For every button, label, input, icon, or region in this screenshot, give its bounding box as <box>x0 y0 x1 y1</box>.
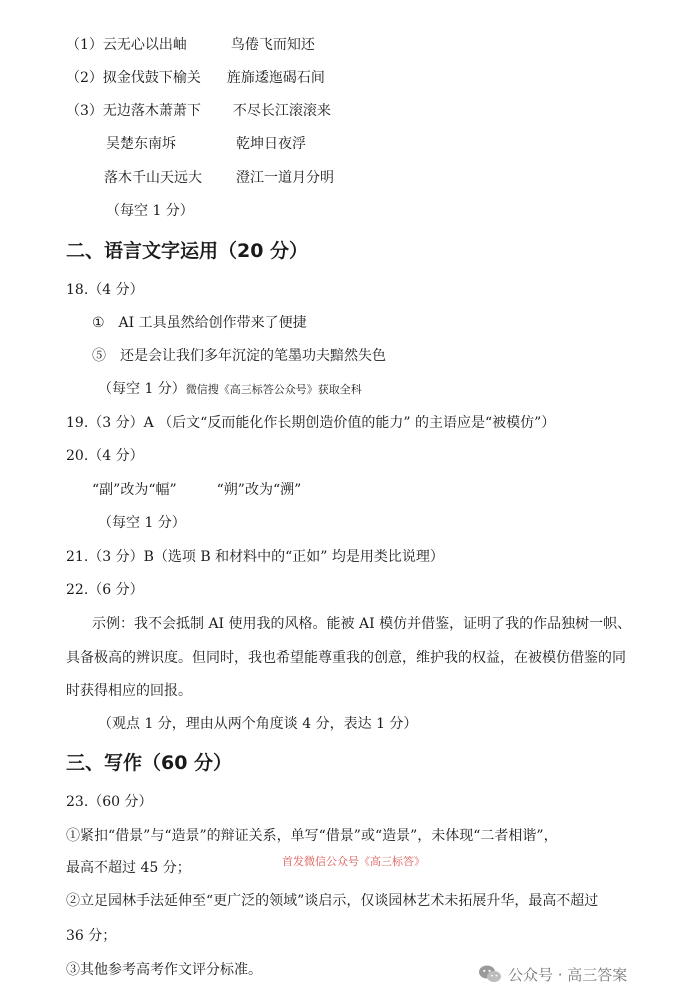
question-number: （2） <box>66 70 103 86</box>
poem-answer: 落木千山天远大 <box>104 170 202 186</box>
correction-1: “副”改为“幅” <box>92 482 177 498</box>
question-number: （3） <box>66 103 103 119</box>
watermark-text: 首发微信公众号《高三标答》 <box>282 855 425 868</box>
poem-answer: 吴楚东南坼 <box>106 136 176 152</box>
criteria-line: ②立足园林手法延伸至“更广泛的领域”谈启示，仅谈园林艺术未拓展升华，最高不超过 <box>66 893 599 909</box>
answer-line: 21.（3 分）B（选项 B 和材料中的“正如” 均是用类比说理） <box>66 549 444 565</box>
paragraph-line: 时获得相应的回报。 <box>66 683 192 699</box>
poem-answer: 无边落木萧萧下 <box>102 103 201 119</box>
section-heading: 二、语言文字运用（20 分） <box>66 240 309 262</box>
poem-answer: 不尽长江滚滚来 <box>232 103 331 119</box>
poem-answer: 云无心以出岫 <box>102 37 187 53</box>
score-note-with-watermark <box>98 379 362 400</box>
score-note: （每空 1 分） <box>98 381 186 397</box>
section-heading: 三、写作（60 分） <box>66 752 233 774</box>
question-label: 18.（4 分） <box>66 282 144 298</box>
paragraph-line: 具备极高的辨识度。但同时，我也希望能尊重我的创意，维护我的权益，在被模仿借鉴的同 <box>66 650 626 666</box>
poem-line-1 <box>66 35 315 55</box>
wechat-icon <box>478 964 502 984</box>
poem-answer: 鸟倦飞而知还 <box>230 37 315 53</box>
criteria-line: ③其他参考高考作文评分标准。 <box>66 962 262 978</box>
poem-line-3 <box>66 101 331 121</box>
paragraph-line: 示例：我不会抵制 AI 使用我的风格。能被 AI 模仿并借鉴，证明了我的作品独树一帜、 <box>92 616 632 632</box>
poem-line-2 <box>66 68 325 88</box>
poem-line-4 <box>106 134 306 154</box>
footer-watermark <box>478 962 627 986</box>
criteria-line: 36 分； <box>66 928 117 944</box>
answer-line <box>92 480 301 500</box>
answer-item: ① AI 工具虽然给创作带来了便捷 <box>92 315 307 331</box>
answer-line: 19.（3 分）A （后文“反而能化作长期创造价值的能力” 的主语应是“被模仿”） <box>66 415 556 431</box>
poem-line-5 <box>104 168 334 188</box>
question-number: （1） <box>66 37 103 53</box>
criteria-line: ①紧扣“借景”与“造景”的辩证关系，单写“借景”或“造景”，未体现“二者相谐”， <box>66 828 558 844</box>
watermark-text: 微信搜《高三标答公众号》获取全科 <box>185 383 362 396</box>
score-note: （每空 1 分） <box>106 203 194 219</box>
poem-answer: 㧐金伐鼓下榆关 <box>102 70 201 86</box>
correction-2: “朔”改为“溯” <box>216 482 302 498</box>
poem-answer: 旌旆逶迤碣石间 <box>226 70 325 86</box>
criteria-line: 最高不超过 45 分； <box>66 860 191 876</box>
question-label: 20.（4 分） <box>66 448 144 464</box>
question-label: 23.（60 分） <box>66 794 153 810</box>
answer-item: ⑤ 还是会让我们多年沉淀的笔墨功夫黯然失色 <box>92 348 386 364</box>
score-note: （每空 1 分） <box>98 515 186 531</box>
poem-answer: 澄江一道月分明 <box>236 170 334 186</box>
question-label: 22.（6 分） <box>66 582 144 598</box>
score-note: （观点 1 分，理由从两个角度谈 4 分，表达 1 分） <box>98 716 418 732</box>
footer-brand: 公众号 · 高三答案 <box>508 965 628 984</box>
poem-answer: 乾坤日夜浮 <box>236 136 306 152</box>
